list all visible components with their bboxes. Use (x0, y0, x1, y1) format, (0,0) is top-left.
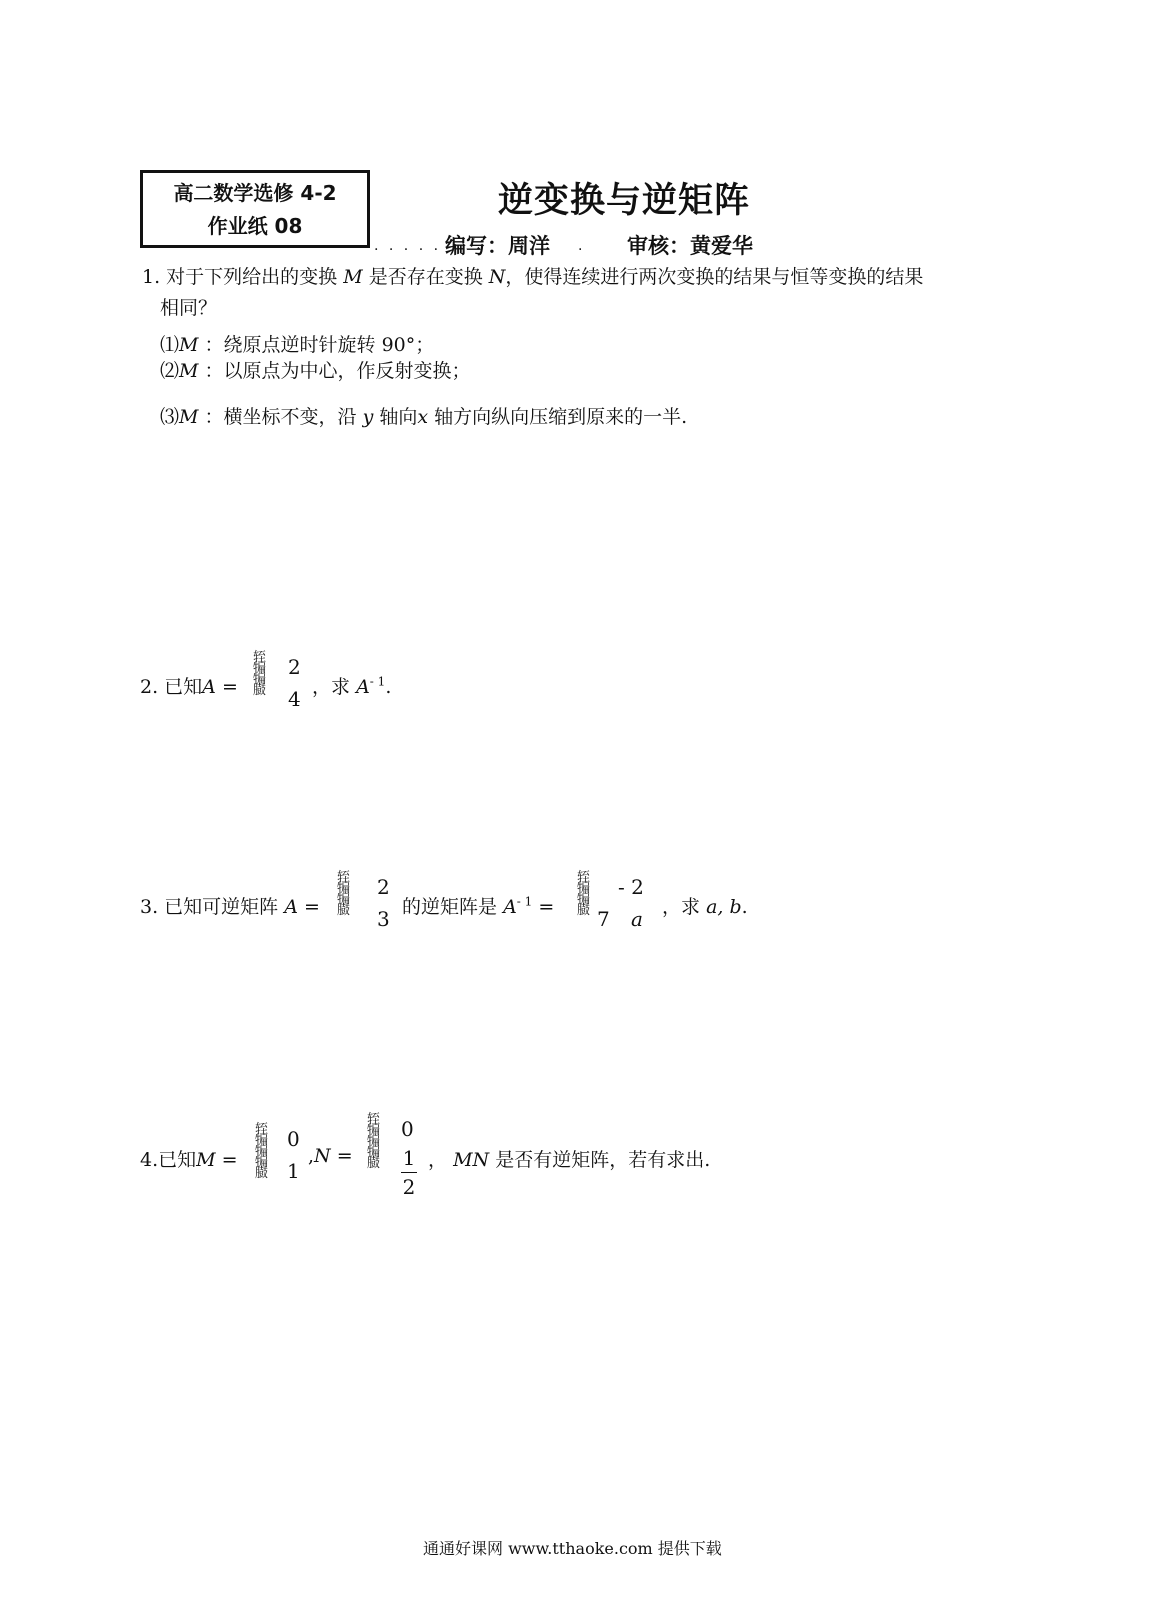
sub3-number: ⑶ (160, 406, 180, 428)
q3-vars: a, b (706, 896, 742, 918)
reviewer-credit: 审核：黄爱华 (627, 234, 753, 258)
question-1-sub2 (160, 356, 471, 383)
q3-matrix-a-bracket: 轾 犏 犏 臌 (337, 870, 351, 918)
fraction-bar (401, 1172, 417, 1173)
author-credit: 编写：周洋 (445, 234, 550, 258)
sub1-var-m: M (179, 334, 199, 356)
q4-matrix-m-entry-22: 1 (287, 1159, 300, 1183)
q3-equals-2: = (538, 896, 555, 918)
q4-var-n: N (314, 1145, 331, 1167)
q1-text-a: 1. 对于下列给出的变换 (142, 266, 338, 288)
question-2-suffix (312, 672, 391, 699)
sub3-var-m: M (179, 406, 199, 428)
worksheet-label-line2: 作业纸 08 (207, 214, 303, 238)
q4-matrix-n-entry-22-fraction (398, 1146, 420, 1199)
question-3-mid (402, 892, 554, 919)
q4-mn: MN (453, 1149, 490, 1171)
q4-matrix-m-bracket: 轾 犏 犏 犏 臌 (255, 1122, 269, 1181)
q3-prefix-text: 3. 已知可逆矩阵 (140, 896, 279, 918)
q2-inverse-sup: - 1 (369, 674, 386, 689)
q4-equals-2: = (336, 1145, 353, 1167)
q3-matrix-a-entry-22: 3 (377, 907, 390, 931)
question-4-mid (308, 1145, 353, 1167)
q3-matrix-inv-entry-22: a (631, 907, 643, 931)
q4-var-m: M (196, 1149, 216, 1171)
sub3-text-c: 轴方向纵向压缩到原来的一半. (434, 406, 688, 428)
q3-inverse-a: A (503, 896, 517, 918)
worksheet-label-box (140, 170, 370, 248)
sub1-number: ⑴ (160, 334, 180, 356)
sub3-text-b: 轴向 (379, 406, 418, 428)
worksheet-label-line1: 高二数学选修 4-2 (173, 181, 337, 205)
question-4-suffix (428, 1145, 710, 1172)
fraction-denominator: 2 (402, 1175, 416, 1199)
question-1-sub3 (160, 402, 687, 429)
q2-matrix-bracket: 轾 犏 犏 臌 (253, 650, 267, 698)
q3-tail: ，求 (662, 896, 701, 918)
q4-matrix-n-bracket: 轾 犏 犏 犏 臌 (367, 1112, 381, 1171)
q4-comma: , (308, 1145, 315, 1167)
sub2-text: ：以原点为中心，作反射变换； (204, 360, 471, 382)
q1-text-b: 是否存在变换 (368, 266, 483, 288)
sub3-var-x: x (417, 406, 429, 428)
question-1-sub1 (160, 330, 434, 357)
page-title: 逆变换与逆矩阵 (498, 181, 751, 221)
q2-prefix-text: 2. 已知 (140, 676, 203, 698)
question-1-line2: 相同？ (160, 297, 218, 319)
q2-end: . (385, 676, 392, 698)
q3-matrix-a-entry-12: 2 (377, 875, 390, 899)
question-4-prefix (140, 1145, 238, 1172)
sub1-text: ：绕原点逆时针旋转 90°； (204, 334, 435, 356)
fraction-numerator: 1 (402, 1146, 416, 1170)
author-dot: . (578, 238, 583, 254)
q1-var-n: N (488, 266, 506, 288)
footer-credit: 通通好课网 www.tthaoke.com 提供下载 (423, 1539, 722, 1558)
sub3-text-a: ：横坐标不变，沿 (204, 406, 357, 428)
q2-equals: = (221, 676, 238, 698)
q4-text-b: 是否有逆矩阵，若有求出. (495, 1149, 711, 1171)
sub2-number: ⑵ (160, 360, 180, 382)
q1-text-c: ，使得连续进行两次变换的结果与恒等变换的结果 (505, 266, 924, 288)
q3-matrix-inv-entry-21: 7 (597, 907, 610, 931)
q3-matrix-inv-bracket: 轾 犏 犏 臌 (577, 870, 591, 918)
q4-equals: = (221, 1149, 238, 1171)
q4-prefix-text: 4.已知 (140, 1149, 197, 1171)
q2-text: ，求 (312, 676, 351, 698)
q3-equals: = (304, 896, 320, 918)
q2-inverse-a: A (356, 676, 370, 698)
question-3-prefix (140, 892, 320, 919)
q2-matrix-entry-22: 4 (288, 687, 301, 711)
q4-matrix-m-entry-12: 0 (287, 1127, 300, 1151)
q3-end: . (741, 896, 748, 918)
q1-var-m: M (343, 266, 363, 288)
q4-text-a: ， (428, 1149, 448, 1171)
sub3-var-y: y (362, 406, 374, 428)
q4-matrix-n-entry-12: 0 (401, 1117, 414, 1141)
question-2-prefix (140, 672, 238, 699)
sub2-var-m: M (179, 360, 199, 382)
q3-inverse-sup: - 1 (516, 894, 533, 909)
q3-var-a: A (284, 896, 298, 918)
q3-mid-text: 的逆矩阵是 (402, 896, 498, 918)
leader-dots: . . . . . (374, 238, 442, 254)
q3-matrix-inv-entry-12: - 2 (618, 875, 644, 899)
question-3-suffix (662, 892, 748, 919)
q2-var-a: A (202, 676, 216, 698)
question-1-line1 (142, 262, 923, 289)
q2-matrix-entry-12: 2 (288, 655, 301, 679)
